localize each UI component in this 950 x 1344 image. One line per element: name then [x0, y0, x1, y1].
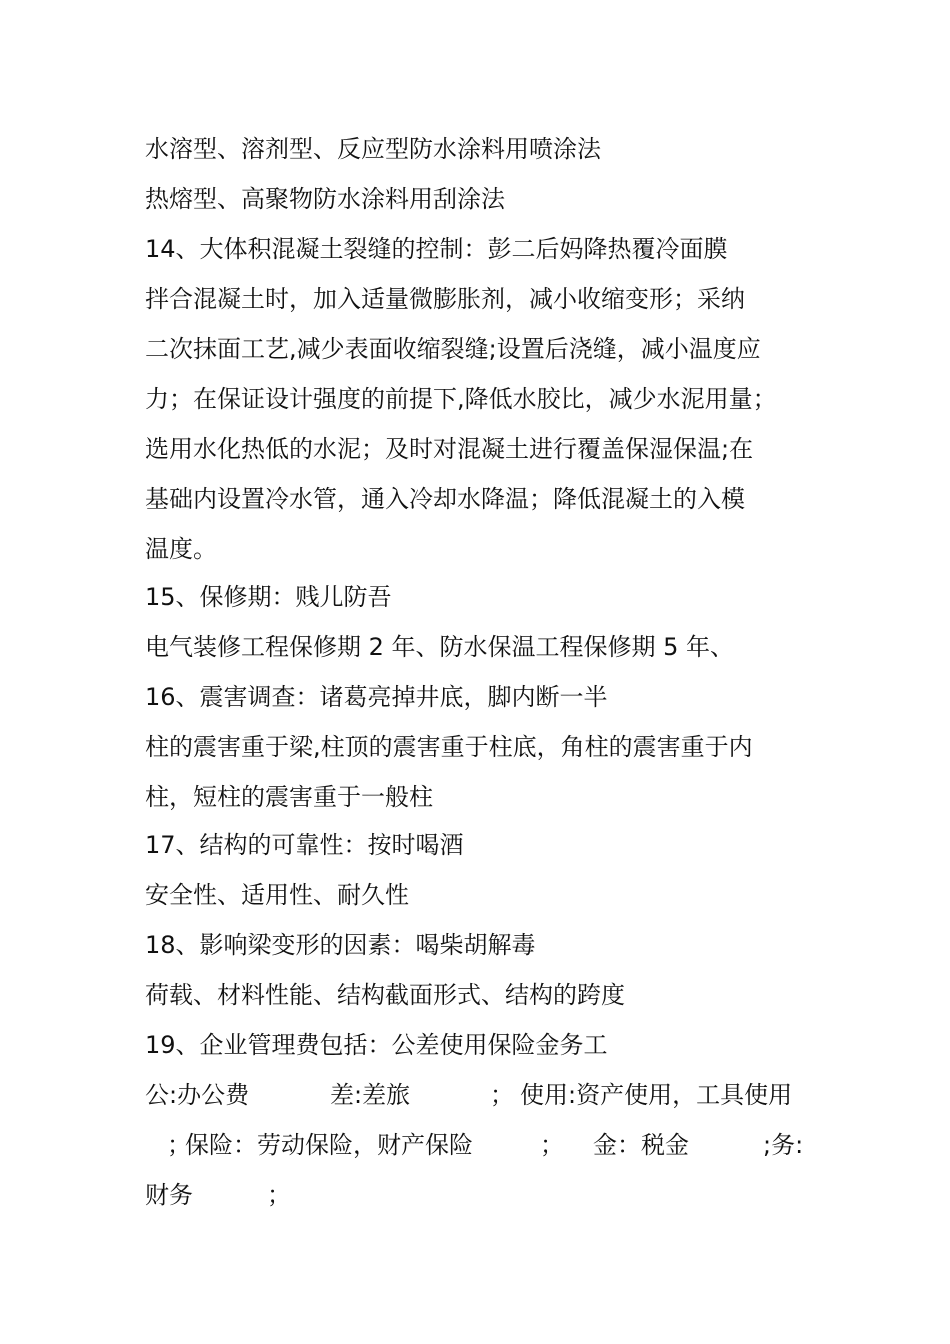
fee-separator: ； — [167, 1131, 191, 1159]
text-line: 基础内设置冷水管，通入冷却水降温；降低混凝土的入模 — [145, 485, 745, 513]
text-line: 力；在保证设计强度的前提下,降低水胶比，减少水泥用量； — [145, 385, 777, 413]
text-line: 荷载、材料性能、结构截面形式、结构的跨度 — [145, 981, 625, 1009]
text-line: 二次抹面工艺,减少表面收缩裂缝;设置后浇缝，减小温度应 — [145, 335, 761, 363]
fee-separator: ； — [540, 1131, 564, 1159]
fee-separator: ； — [490, 1081, 514, 1109]
fee-office: 公:办公费 — [145, 1081, 250, 1109]
section-heading-17: 17、结构的可靠性：按时喝酒 — [145, 831, 464, 859]
text-line: 安全性、适用性、耐久性 — [145, 881, 409, 909]
fee-finance: 财务 — [145, 1181, 193, 1209]
text-line: 选用水化热低的水泥；及时对混凝土进行覆盖保湿保温;在 — [145, 435, 754, 463]
section-heading-14: 14、大体积混凝土裂缝的控制：彭二后妈降热覆冷面膜 — [145, 235, 728, 263]
fee-usage: 使用:资产使用，工具使用 — [520, 1081, 793, 1109]
text-line: 热熔型、高聚物防水涂料用刮涂法 — [145, 185, 505, 213]
section-heading-15: 15、保修期：贱儿防吾 — [145, 583, 392, 611]
text-line: 温度。 — [145, 535, 217, 563]
text-line: 水溶型、溶剂型、反应型防水涂料用喷涂法 — [145, 135, 601, 163]
fee-separator: ； — [267, 1181, 291, 1209]
section-heading-18: 18、影响梁变形的因素：喝柴胡解毒 — [145, 931, 536, 959]
section-heading-16: 16、震害调查：诸葛亮掉井底，脚内断一半 — [145, 683, 608, 711]
fee-travel: 差:差旅 — [330, 1081, 411, 1109]
section-heading-19: 19、企业管理费包括：公差使用保险金务工 — [145, 1031, 608, 1059]
fee-finance-label: ;务: — [763, 1131, 804, 1159]
text-line: 电气装修工程保修期 2 年、防水保温工程保修期 5 年、 — [145, 633, 735, 661]
fee-tax: 金：税金 — [593, 1131, 689, 1159]
text-line: 拌合混凝土时，加入适量微膨胀剂，减小收缩变形；采纳 — [145, 285, 745, 313]
text-line: 柱的震害重于梁,柱顶的震害重于柱底，角柱的震害重于内 — [145, 733, 753, 761]
fee-insurance: 保险：劳动保险，财产保险 — [185, 1131, 473, 1159]
text-line: 柱，短柱的震害重于一般柱 — [145, 783, 433, 811]
